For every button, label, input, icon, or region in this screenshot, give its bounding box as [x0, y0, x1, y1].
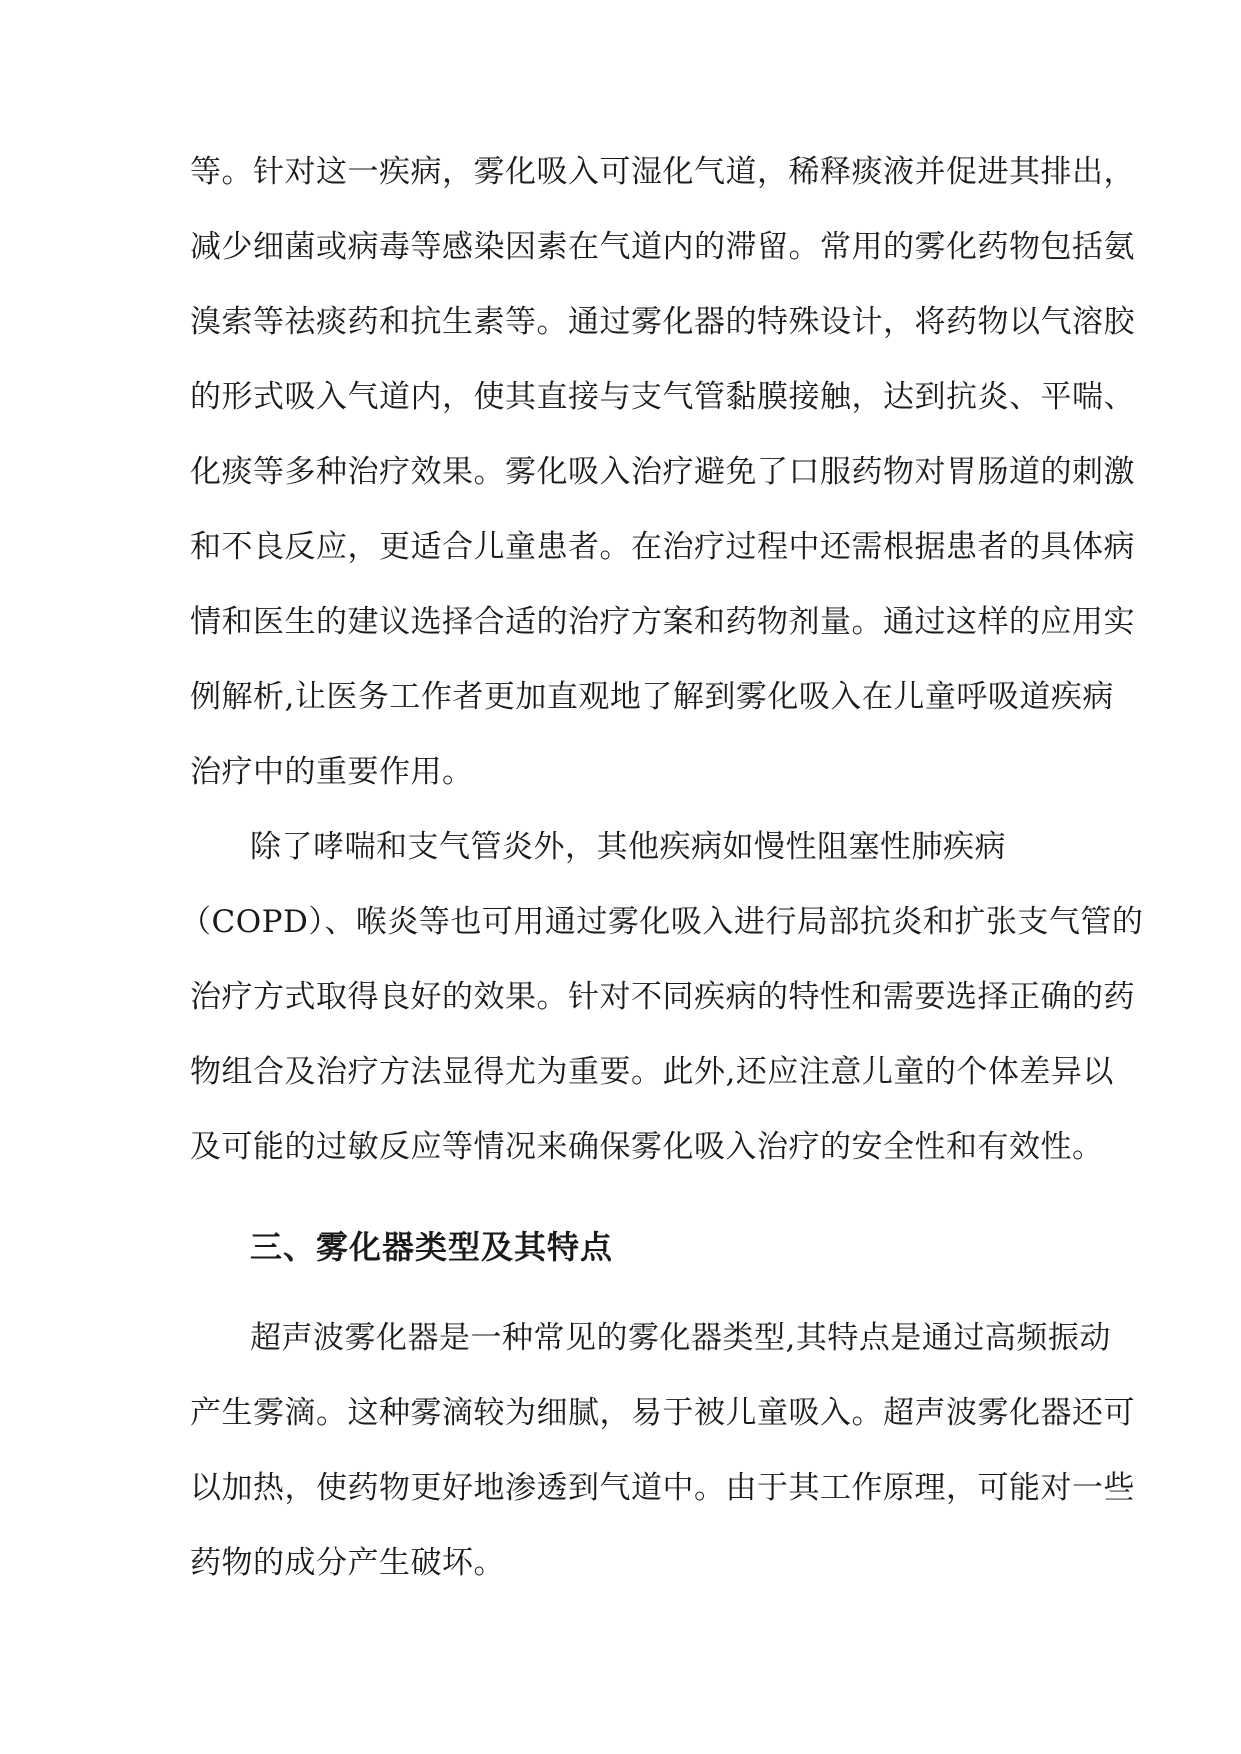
text-line: 化痰等多种治疗效果。雾化吸入治疗避免了口服药物对胃肠道的刺激: [190, 454, 1135, 490]
text-line: 及可能的过敏反应等情况来确保雾化吸入治疗的安全性和有效性。: [190, 1129, 1104, 1165]
text-line: 情和医生的建议选择合适的治疗方案和药物剂量。通过这样的应用实: [190, 604, 1135, 640]
text-line: 例解析,让医务工作者更加直观地了解到雾化吸入在儿童呼吸道疾病: [190, 679, 1114, 715]
text-line: 治疗中的重要作用。: [190, 754, 474, 790]
text-line: 等。针对这一疾病，雾化吸入可湿化气道，稀释痰液并促进其排出，: [190, 154, 1135, 190]
text-line: 物组合及治疗方法显得尤为重要。此外,还应注意儿童的个体差异以: [190, 1054, 1114, 1090]
text-line: 溴索等祛痰药和抗生素等。通过雾化器的特殊设计，将药物以气溶胶: [190, 304, 1135, 340]
text-line: 治疗方式取得良好的效果。针对不同疾病的特性和需要选择正确的药: [190, 979, 1135, 1015]
section-heading: 三、雾化器类型及其特点: [250, 1228, 614, 1266]
text-line: 产生雾滴。这种雾滴较为细腻，易于被儿童吸入。超声波雾化器还可: [190, 1395, 1135, 1431]
text-line: 超声波雾化器是一种常见的雾化器类型,其特点是通过高频振动: [250, 1320, 1111, 1356]
text-line: 药物的成分产生破坏。: [190, 1545, 505, 1581]
text-line: 除了哮喘和支气管炎外，其他疾病如慢性阻塞性肺疾病: [250, 829, 1006, 865]
text-line: 减少细菌或病毒等感染因素在气道内的滞留。常用的雾化药物包括氨: [190, 229, 1135, 265]
text-line: 以加热，使药物更好地渗透到气道中。由于其工作原理，可能对一些: [190, 1470, 1135, 1506]
text-line: 和不良反应，更适合儿童患者。在治疗过程中还需根据患者的具体病: [190, 529, 1135, 565]
text-line: （COPD）、喉炎等也可用通过雾化吸入进行局部抗炎和扩张支气管的: [180, 904, 1144, 940]
text-line: 的形式吸入气道内，使其直接与支气管黏膜接触，达到抗炎、平喘、: [190, 379, 1135, 415]
